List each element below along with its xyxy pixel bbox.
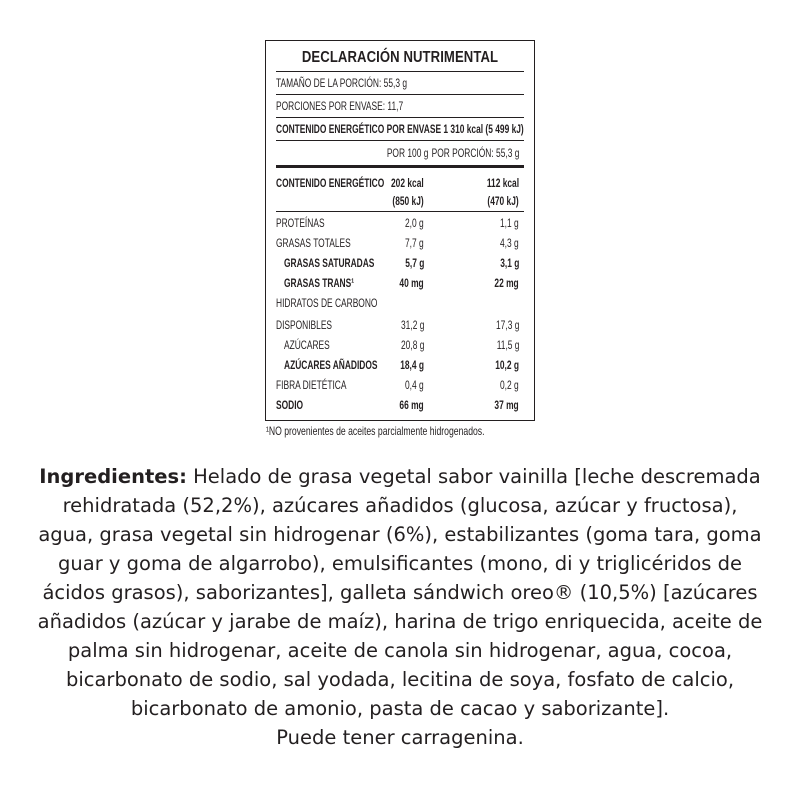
nutrient-row-total-fat: GRASAS TOTALES 7,7 g 4,3 g xyxy=(276,236,519,250)
nutrient-row-available: DISPONIBLES 31,2 g 17,3 g xyxy=(276,318,519,332)
ingredients-line: Puede tener carragenina. xyxy=(276,726,524,749)
energy-row: CONTENIDO ENERGÉTICO 202 kcal 112 kcal xyxy=(276,176,519,190)
nutrient-row-sugars: AZÚCARES 20,8 g 11,5 g xyxy=(284,338,519,352)
energy-row-kj: (850 kJ) (470 kJ) xyxy=(392,194,519,208)
ingredients-line: bicarbonato de amonio, pasta de cacao y saborizante]. xyxy=(130,697,670,720)
ingredients-line: palma sin hidrogenar, aceite de canola sin hidrogenar, agua, cocoa, xyxy=(67,639,733,662)
divider xyxy=(276,140,524,141)
nutrition-facts-table xyxy=(265,40,535,421)
nutrient-row-carbohydrates: HIDRATOS DE CARBONO xyxy=(276,296,378,310)
nutrient-row-sodium: SODIO 66 mg 37 mg xyxy=(276,398,519,412)
nutrient-row-proteins: PROTEÍNAS 2,0 g 1,1 g xyxy=(276,216,519,230)
ingredients-line: guar y goma de algarrobo), emulsificantes (mono, di y triglicéridos de xyxy=(58,552,742,575)
divider xyxy=(276,211,524,212)
nutrition-title: DECLARACIÓN NUTRIMENTAL xyxy=(301,49,499,66)
column-header-portion: POR PORCIÓN: 55,3 g xyxy=(431,146,519,160)
servings-per-package: PORCIONES POR ENVASE: 11,7 xyxy=(276,99,404,113)
energy-per-package: CONTENIDO ENERGÉTICO POR ENVASE 1 310 kcal (5 499 kJ) xyxy=(276,122,524,136)
ingredients-line: rehidratada (52,2%), azúcares añadidos (glucosa, azúcar y fructosa), xyxy=(62,494,738,517)
ingredients-line: ácidos grasos), saborizantes], galleta sándwich oreo® (10,5%) [azúcares xyxy=(42,581,758,604)
ingredients-line: Helado de grasa vegetal sabor vainilla [leche descremada xyxy=(186,465,761,488)
column-header-100g: POR 100 g xyxy=(386,146,428,160)
ingredients-text xyxy=(30,462,770,752)
thick-divider xyxy=(276,165,524,168)
serving-size: TAMAÑO DE LA PORCIÓN: 55,3 g xyxy=(276,76,408,90)
divider xyxy=(276,117,524,118)
nutrient-row-added-sugars: AZÚCARES AÑADIDOS 18,4 g 10,2 g xyxy=(284,358,519,372)
divider xyxy=(276,94,524,95)
nutrient-row-trans-fat: GRASAS TRANS¹ 40 mg 22 mg xyxy=(284,276,519,290)
nutrient-row-fiber: FIBRA DIETÉTICA 0,4 g 0,2 g xyxy=(276,378,519,392)
column-headers xyxy=(276,144,536,162)
nutrient-row-saturated-fat: GRASAS SATURADAS 5,7 g 3,1 g xyxy=(284,256,519,270)
ingredients-line: bicarbonato de sodio, sal yodada, lecitina de soya, fosfato de calcio, xyxy=(65,668,735,691)
ingredients-label: Ingredientes: xyxy=(39,465,187,488)
ingredients-line: agua, grasa vegetal sin hidrogenar (6%), estabilizantes (goma tara, goma xyxy=(38,523,762,546)
ingredients-line: añadidos (azúcar y jarabe de maíz), harina de trigo enriquecida, aceite de xyxy=(37,610,763,633)
divider xyxy=(276,71,524,72)
footnote: ¹NO provenientes de aceites parcialmente hidrogenados. xyxy=(266,424,485,438)
